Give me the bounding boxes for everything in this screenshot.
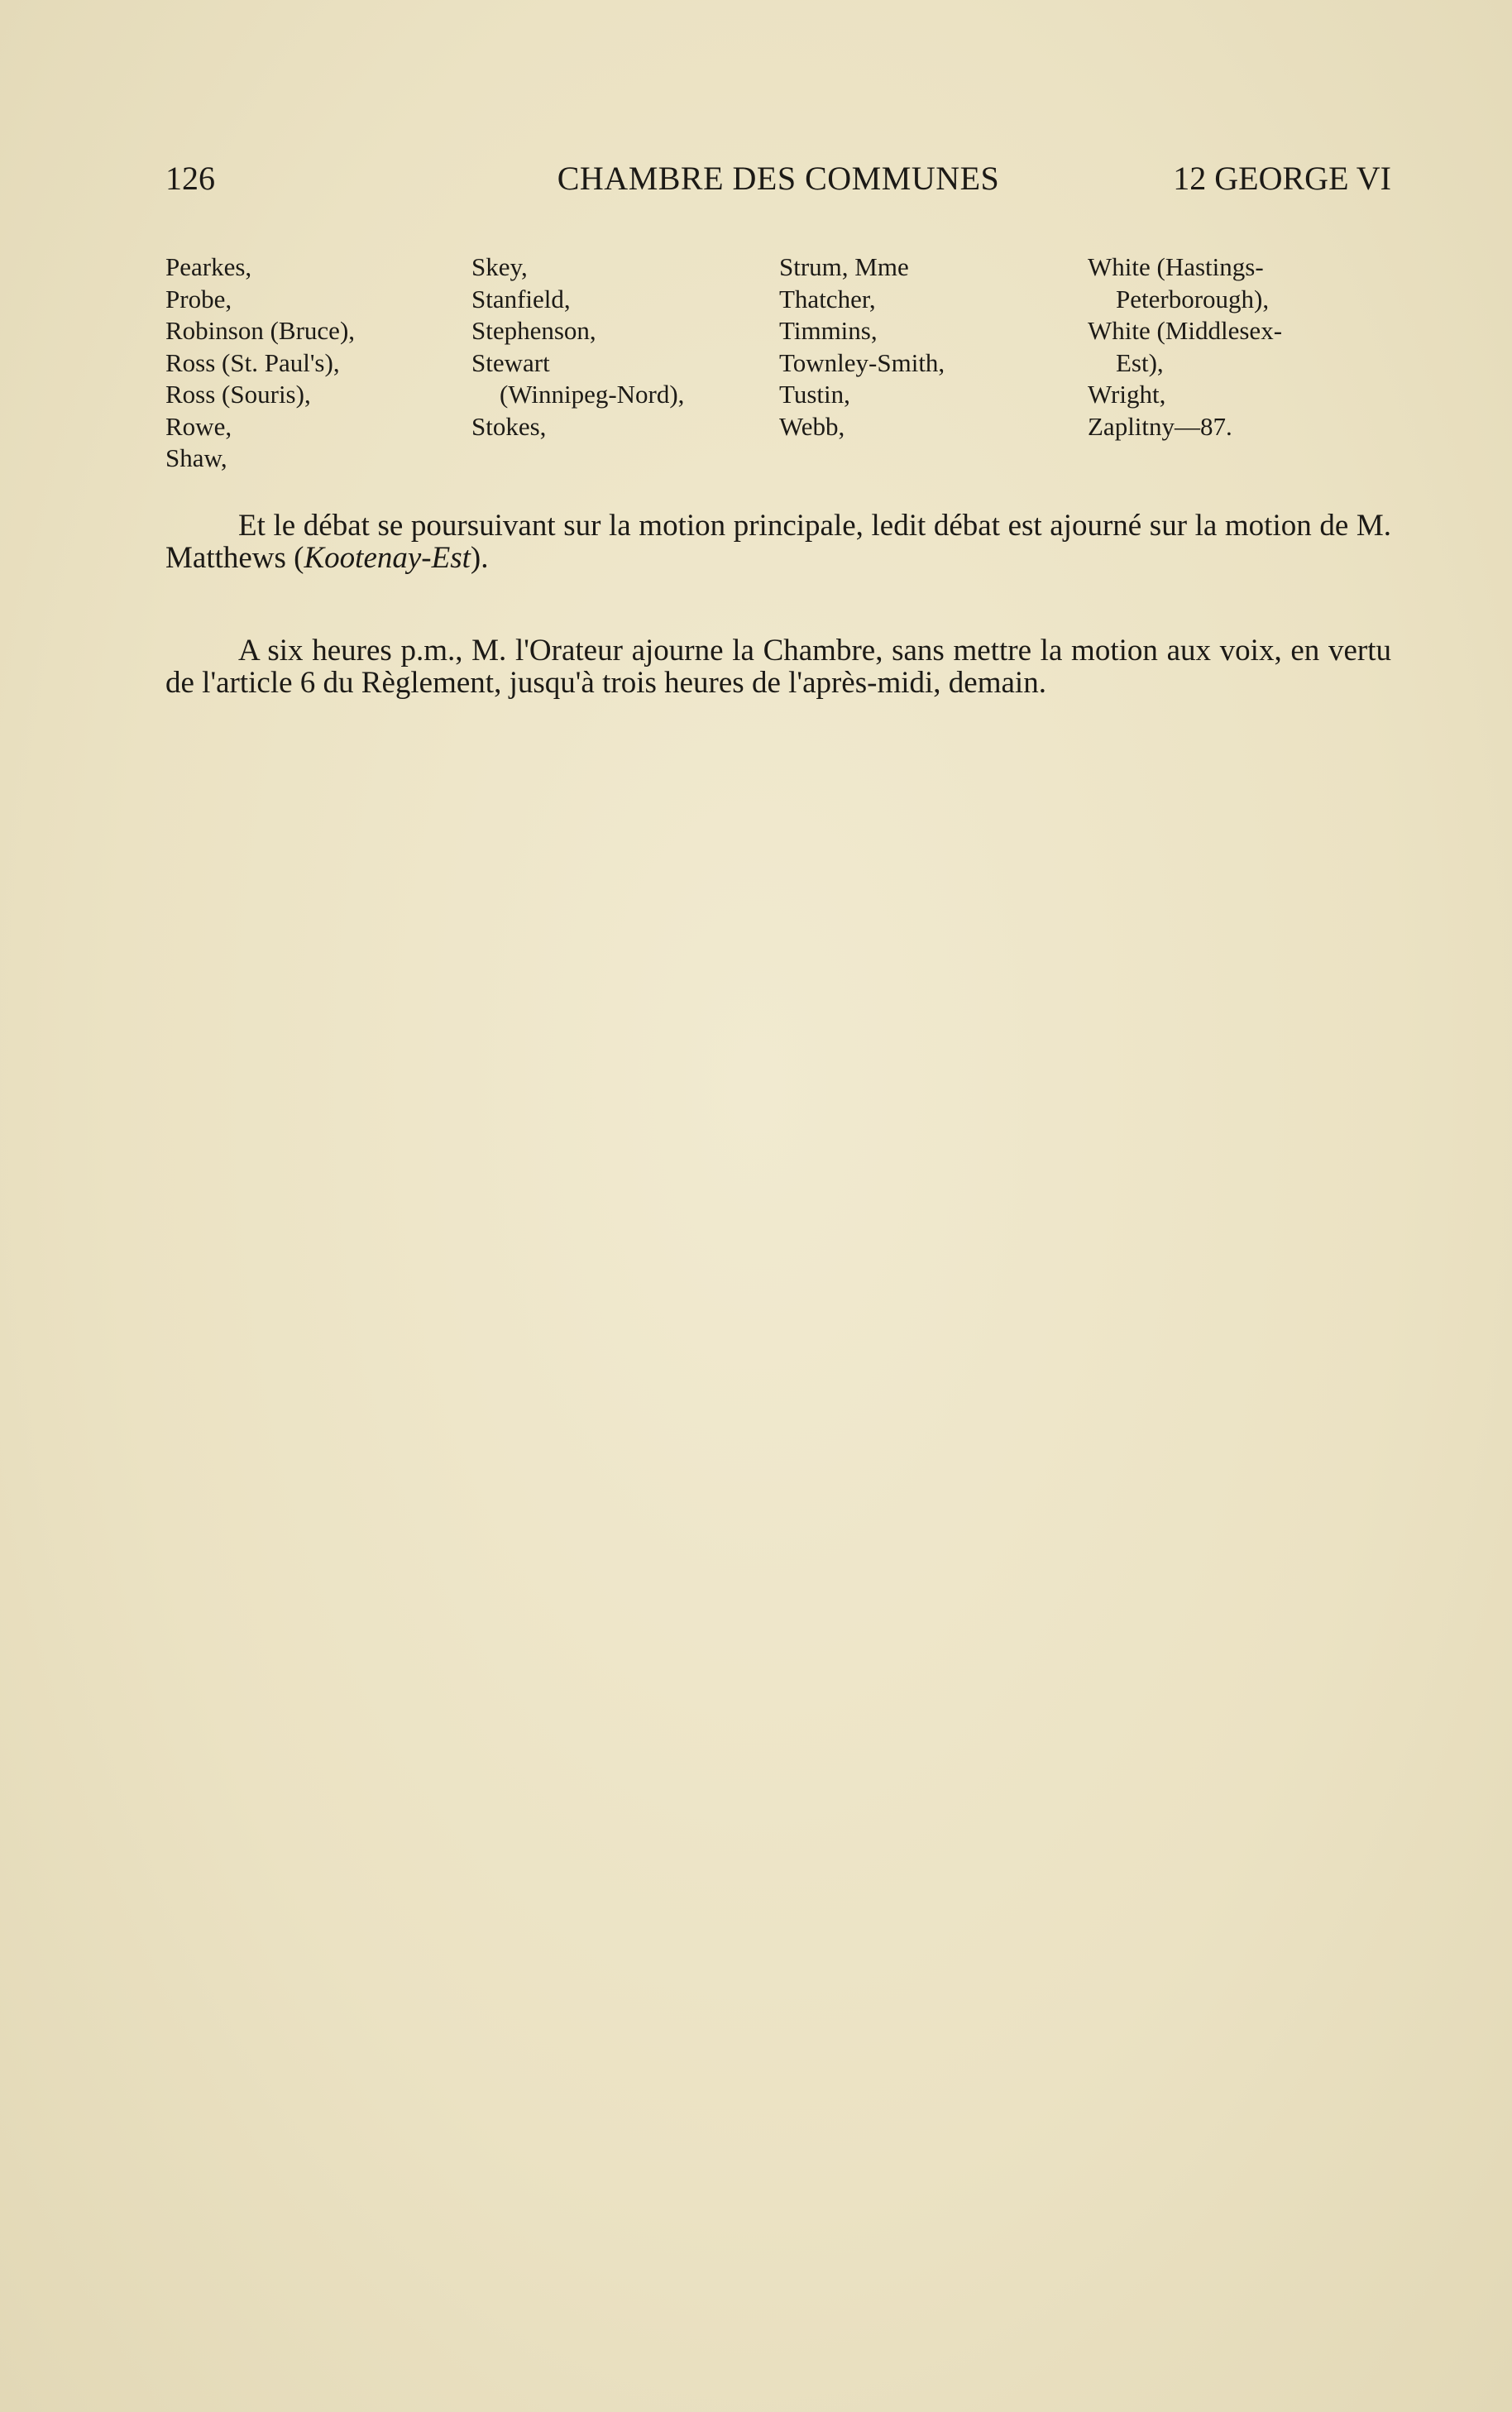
member-name: Stewart bbox=[471, 347, 550, 377]
member-name: Ross (Souris), bbox=[165, 380, 311, 409]
member-name-continuation: (Winnipeg-Nord), bbox=[500, 380, 685, 409]
member-name: Shaw, bbox=[165, 443, 227, 472]
names-column-2 bbox=[471, 251, 684, 443]
member-name: Stokes, bbox=[471, 411, 547, 441]
member-name-continuation: Est), bbox=[1116, 347, 1164, 377]
member-name: Ross (St. Paul's), bbox=[165, 347, 340, 377]
member-name: Strum, Mme bbox=[779, 252, 909, 281]
member-name: Tustin, bbox=[779, 380, 850, 409]
member-name-continuation: Peterborough), bbox=[1116, 284, 1270, 313]
paragraph-text: Et le débat se poursuivant sur la motion principale, ledit débat est ajourné sur la motion de M. Matthews ( bbox=[165, 509, 1391, 575]
debate-adjourned-paragraph bbox=[165, 510, 1391, 574]
member-name: Townley-Smith, bbox=[779, 347, 945, 377]
member-name: White (Middlesex- bbox=[1088, 316, 1283, 345]
member-name: White (Hastings- bbox=[1088, 252, 1264, 281]
member-name: Webb, bbox=[779, 411, 845, 441]
names-column-1 bbox=[165, 251, 355, 475]
member-name: Pearkes, bbox=[165, 252, 252, 281]
names-column-3 bbox=[779, 251, 945, 443]
member-name: Skey, bbox=[471, 252, 528, 281]
member-name: Probe, bbox=[165, 284, 232, 313]
running-title: CHAMBRE DES COMMUNES bbox=[557, 160, 1000, 197]
member-name: Stephenson, bbox=[471, 316, 596, 345]
member-name: Timmins, bbox=[779, 316, 878, 345]
names-column-4 bbox=[1088, 251, 1282, 443]
page-number: 126 bbox=[165, 160, 215, 197]
member-name: Stanfield, bbox=[471, 284, 571, 313]
paragraph-text-end: ). bbox=[470, 541, 489, 575]
riding-name: Kootenay-Est bbox=[304, 541, 471, 575]
member-name: Robinson (Bruce), bbox=[165, 316, 356, 345]
member-name: Rowe, bbox=[165, 411, 232, 441]
member-name: Wright, bbox=[1088, 380, 1166, 409]
house-adjourned-paragraph: A six heures p.m., M. l'Orateur ajourne la Chambre, sans mettre la motion aux voix, en vertu de l'article 6 du Règlement, jusqu'à trois heures de l'après-midi, demain. bbox=[165, 634, 1391, 700]
member-name: Zaplitny—87. bbox=[1088, 411, 1232, 441]
member-name: Thatcher, bbox=[779, 284, 876, 313]
running-header bbox=[165, 159, 1391, 203]
session-label: 12 GEORGE VI bbox=[1173, 160, 1391, 197]
